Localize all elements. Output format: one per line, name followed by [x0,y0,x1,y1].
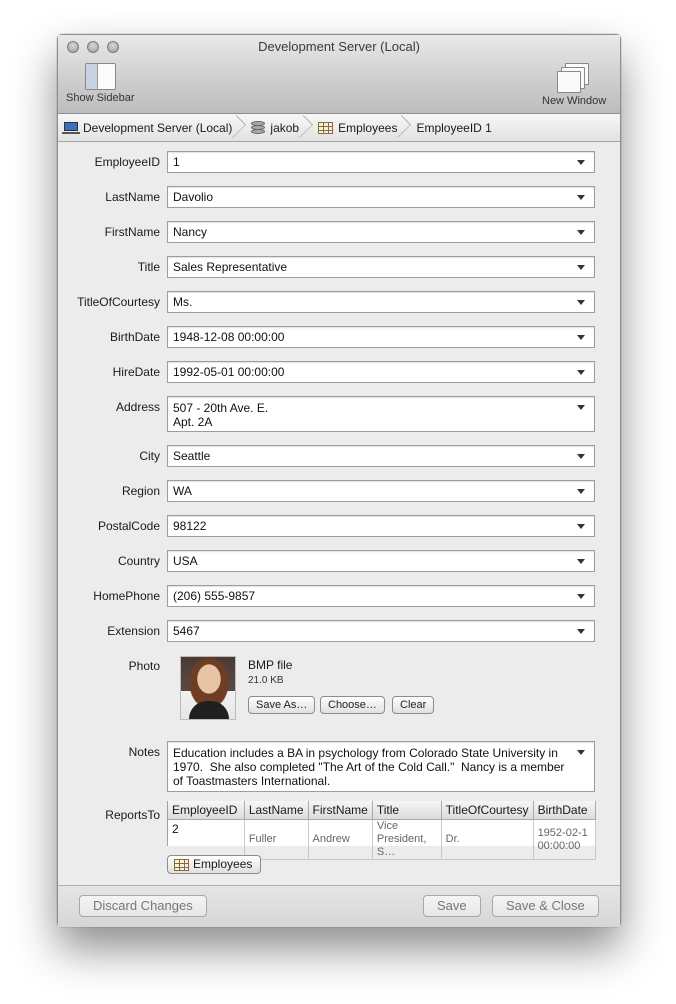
database-icon [251,121,265,135]
firstname-label: FirstName [104,225,160,239]
lastname-value: Davolio [173,190,214,204]
table-cell: Andrew [308,820,372,860]
homephone-label: HomePhone [93,589,160,603]
address-field[interactable] [167,396,595,432]
choose-button[interactable]: Choose… [320,696,385,714]
save-as-button[interactable]: Save As… [248,696,315,714]
photo-type: BMP file [248,658,293,672]
dropdown-arrow-icon[interactable] [577,405,585,410]
birthdate-label: BirthDate [109,330,160,344]
column-header[interactable]: EmployeeID [168,801,244,820]
employees-link-button[interactable] [167,855,261,874]
breadcrumb-record-label: EmployeeID 1 [416,120,492,135]
dropdown-arrow-icon[interactable] [577,265,585,270]
extension-value: 5467 [173,624,200,638]
lastname-field[interactable] [167,186,595,208]
extension-label: Extension [107,624,160,638]
dropdown-arrow-icon[interactable] [577,454,585,459]
table-row[interactable] [168,820,596,860]
employeeid-value: 1 [173,155,180,169]
column-header[interactable]: Title [372,801,441,820]
dropdown-arrow-icon[interactable] [577,195,585,200]
window-title: Development Server (Local) [258,39,420,54]
employees-link-label: Employees [193,857,253,871]
title-bar [58,35,620,114]
address-label: Address [115,400,160,414]
employeeid-label: EmployeeID [94,155,160,169]
hiredate-label: HireDate [112,365,160,379]
column-header[interactable]: BirthDate [533,801,595,820]
clear-button[interactable]: Clear [392,696,434,714]
dropdown-arrow-icon[interactable] [577,629,585,634]
titleofcourtesy-value: Ms. [173,295,193,309]
homephone-field[interactable] [167,585,595,607]
table-cell: 1952-02-1 00:00:00 [533,820,595,860]
save-and-close-button[interactable]: Save & Close [492,895,599,917]
breadcrumb-record[interactable] [404,114,498,141]
show-sidebar-label: Show Sidebar [66,92,135,104]
table-icon [174,859,189,871]
titleofcourtesy-field[interactable] [167,291,595,313]
birthdate-field[interactable] [167,326,595,348]
dropdown-arrow-icon[interactable] [577,300,585,305]
breadcrumb-table[interactable] [306,114,404,141]
address-value: 507 - 20th Ave. E. Apt. 2A [173,401,269,429]
hiredate-value: 1992-05-01 00:00:00 [173,365,285,379]
breadcrumb-server[interactable] [58,114,239,141]
save-button[interactable]: Save [423,895,481,917]
birthdate-value: 1948-12-08 00:00:00 [173,330,285,344]
sidebar-icon [85,63,116,90]
new-window-label: New Window [542,95,607,107]
table-icon [318,122,333,134]
title-field[interactable] [167,256,595,278]
dropdown-arrow-icon[interactable] [577,559,585,564]
region-field[interactable] [167,480,595,502]
titleofcourtesy-label: TitleOfCourtesy [77,295,160,309]
record-window [57,34,621,927]
country-field[interactable] [167,550,595,572]
lastname-label: LastName [105,190,160,204]
notes-field[interactable] [167,741,595,792]
action-bar [58,885,620,927]
extension-field[interactable] [167,620,595,642]
photo-label: Photo [128,659,160,673]
dropdown-arrow-icon[interactable] [577,230,585,235]
region-label: Region [121,484,160,498]
title-value: Sales Representative [173,260,288,274]
firstname-field[interactable] [167,221,595,243]
table-cell[interactable]: 2 [168,820,244,860]
homephone-value: (206) 555-9857 [173,589,256,603]
dropdown-arrow-icon[interactable] [577,370,585,375]
show-sidebar-button[interactable] [66,63,135,104]
discard-changes-button[interactable]: Discard Changes [79,895,207,917]
dropdown-arrow-icon[interactable] [577,594,585,599]
city-label: City [139,449,160,463]
dropdown-arrow-icon[interactable] [577,524,585,529]
dropdown-arrow-icon[interactable] [577,750,585,755]
country-label: Country [117,554,160,568]
photo-size: 21.0 KB [248,675,284,686]
table-cell: Dr. [441,820,533,860]
breadcrumb-database-label: jakob [270,120,300,135]
dropdown-arrow-icon[interactable] [577,160,585,165]
table-header-row [168,801,596,820]
breadcrumb-table-label: Employees [338,120,398,135]
reportsto-table[interactable] [167,801,596,858]
column-header[interactable]: LastName [244,801,308,820]
breadcrumb-server-label: Development Server (Local) [83,120,233,135]
employee-photo [180,656,236,720]
laptop-icon [64,122,78,131]
region-value: WA [173,484,192,498]
city-value: Seattle [173,449,211,463]
reportsto-label: ReportsTo [105,808,160,822]
title-label: Title [137,260,160,274]
notes-value: Education includes a BA in psychology from Colorado State University in 1970. She also completed "The Art of the Cold Call." Nancy is a member of Toastmasters International. [173,746,568,788]
column-header[interactable]: TitleOfCourtesy [441,801,533,820]
new-window-icon [557,63,591,93]
dropdown-arrow-icon[interactable] [577,489,585,494]
postalcode-value: 98122 [173,519,207,533]
breadcrumb-database[interactable] [239,114,306,141]
hiredate-field[interactable] [167,361,595,383]
city-field[interactable] [167,445,595,467]
new-window-button[interactable] [542,63,606,107]
dropdown-arrow-icon[interactable] [577,335,585,340]
record-form [58,142,620,884]
firstname-value: Nancy [173,225,208,239]
breadcrumb [58,114,620,142]
postalcode-label: PostalCode [97,519,160,533]
column-header[interactable]: FirstName [308,801,372,820]
notes-label: Notes [128,745,160,759]
employeeid-field[interactable] [167,151,595,173]
table-cell: Fuller [244,820,308,860]
table-cell: Vice President, S… [372,820,441,860]
postalcode-field[interactable] [167,515,595,537]
country-value: USA [173,554,198,568]
